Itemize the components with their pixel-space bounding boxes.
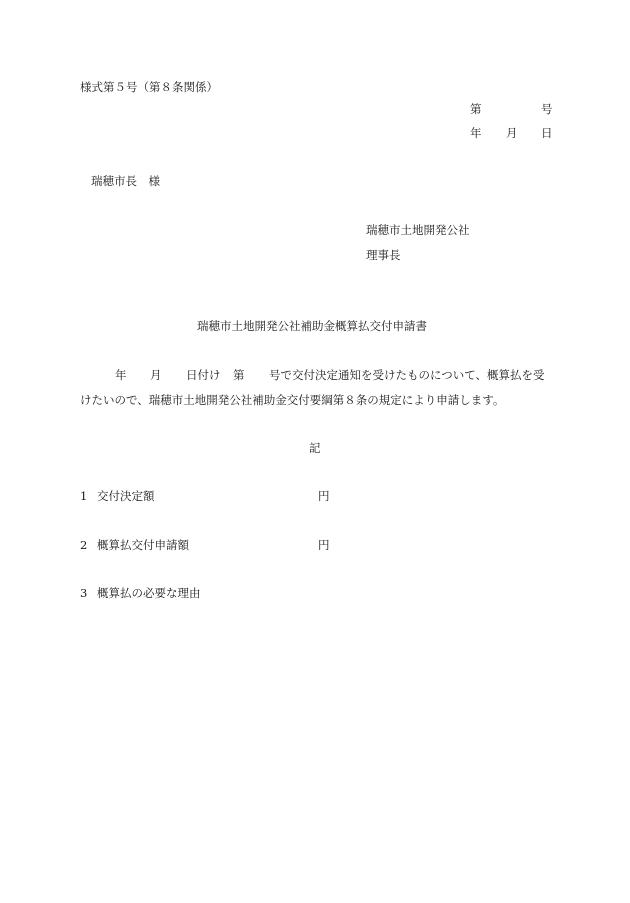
ki-heading: 記 (309, 441, 321, 455)
doc-number-go: 号 (541, 102, 553, 116)
body-month: 月 (150, 368, 162, 382)
item-number: 3 (80, 586, 88, 600)
date-month: 月 (506, 126, 518, 140)
addressee: 瑞穂市長 様 (91, 174, 160, 188)
item-unit: 円 (318, 538, 330, 552)
sender-title: 理事長 (366, 248, 401, 262)
item-number: 2 (80, 538, 88, 552)
document-title: 瑞穂市土地開発公社補助金概算払交付申請書 (197, 319, 427, 333)
sender-organization: 瑞穂市土地開発公社 (366, 223, 470, 237)
body-line2: けたいので、瑞穂市土地開発公社補助金交付要綱第８条の規定により申請します。 (80, 393, 505, 407)
item-number: 1 (80, 489, 88, 503)
body-year: 年 (115, 368, 127, 382)
item-label: 概算払の必要な理由 (97, 586, 201, 600)
form-number: 様式第５号（第８条関係） (80, 80, 218, 94)
item-label: 概算払交付申請額 (97, 538, 189, 552)
body-date-suffix: 日付け (186, 368, 221, 382)
item-label: 交付決定額 (97, 489, 155, 503)
body-dai: 第 (233, 368, 245, 382)
date-year: 年 (470, 126, 482, 140)
date-day: 日 (541, 126, 553, 140)
doc-number-dai: 第 (470, 102, 482, 116)
body-line1-rest: 号で交付決定通知を受けたものについて、概算払を受 (269, 368, 545, 382)
item-unit: 円 (318, 489, 330, 503)
